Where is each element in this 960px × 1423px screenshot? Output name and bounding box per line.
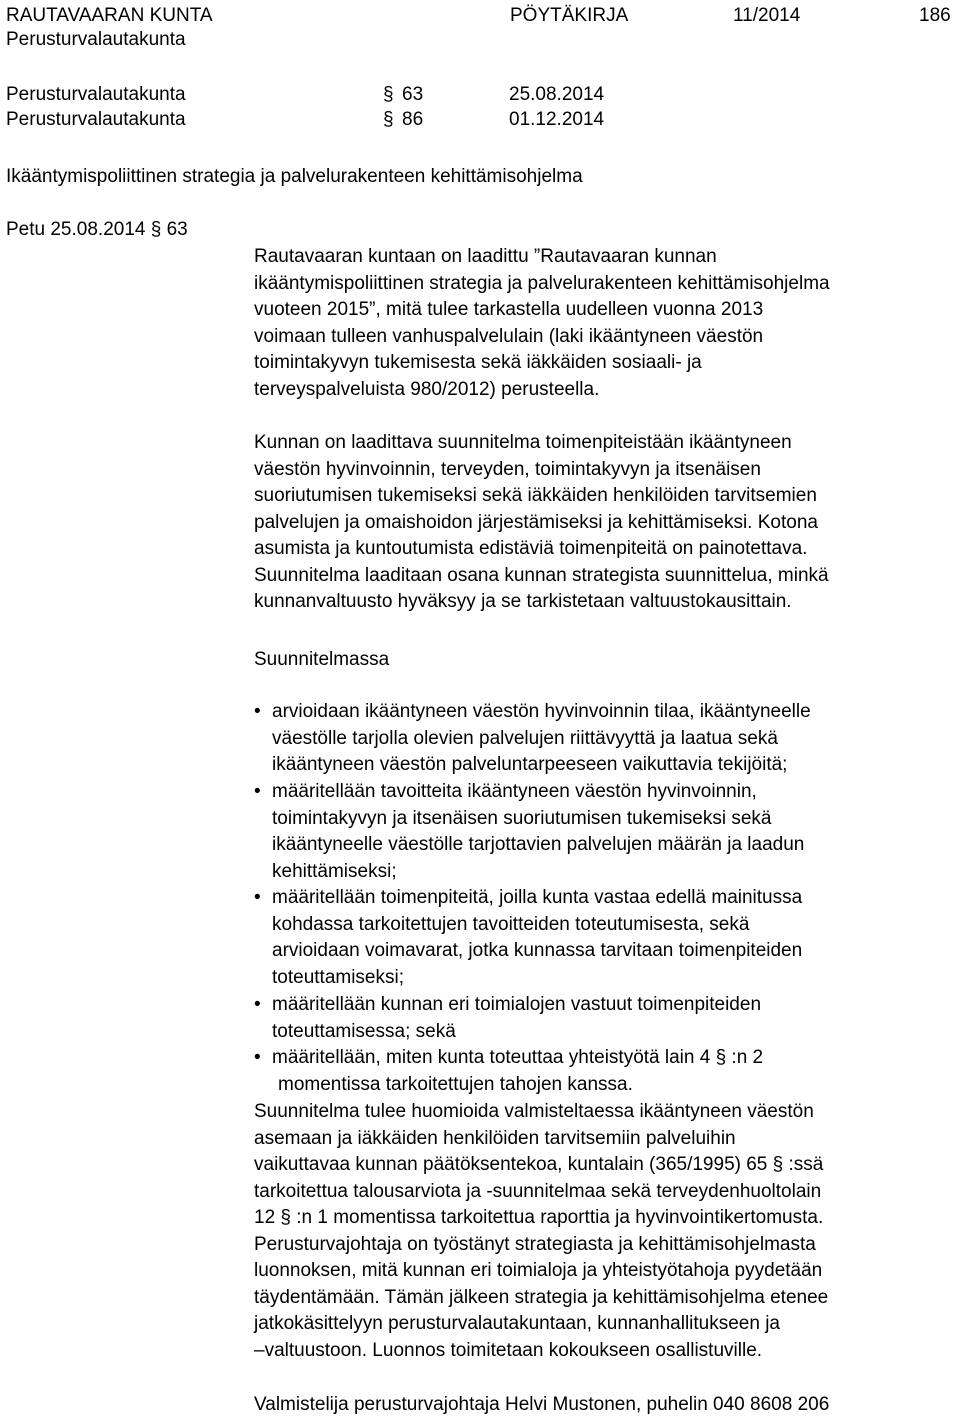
text-line: arvioidaan ikääntyneen väestön hyvinvoinnin tilaa, ikääntyneelle — [272, 701, 811, 722]
bullet-icon: • — [254, 781, 261, 802]
section-sign: § — [383, 109, 394, 130]
bullet-icon: • — [254, 1047, 261, 1068]
text-line: luonnoksen, mitä kunnan eri toimialoja ja yhteistyötahoja pyydetään — [254, 1260, 823, 1281]
text-line: Suunnitelma tulee huomioida valmisteltaessa ikääntyneen väestön — [254, 1101, 814, 1122]
text-line: toteuttamisessa; sekä — [272, 1020, 456, 1042]
list-item — [254, 699, 954, 779]
text-line: Perusturvajohtaja on työstänyt strategiasta ja kehittämisohjelmasta — [254, 1233, 816, 1255]
text-line: kunnanvaltuusto hyväksyy ja se tarkistetaan valtuustokausittain. — [254, 591, 792, 612]
meeting-body: Perusturvalautakunta — [6, 84, 186, 105]
bullet-icon: • — [254, 701, 261, 722]
text-line: määritellään kunnan eri toimialojen vastuut toimenpiteiden — [272, 994, 762, 1015]
paragraph-background — [254, 244, 954, 403]
header-body: Perusturvalautakunta — [6, 29, 186, 50]
text-line: Kunnan on laadittava suunnitelma toimenpiteistään ikääntyneen — [254, 432, 792, 453]
meeting-section-number: 86 — [402, 109, 424, 130]
list-item — [254, 885, 954, 991]
list-item — [254, 779, 954, 885]
text-line: terveyspalveluista 980/2012) perusteella. — [254, 378, 600, 400]
text-line: –valtuustoon. Luonnos toimitetaan kokoukseen osallistuville. — [254, 1339, 763, 1361]
text-line: asumista ja kuntoutumista edistäviä toimenpiteitä on painotettava. — [254, 538, 808, 559]
bullet-icon: • — [254, 994, 261, 1015]
text-line: kohdassa tarkoitettujen tavoitteiden toteutumisesta, sekä — [272, 913, 750, 935]
preparer-contact: Valmistelija perusturvajohtaja Helvi Mustonen, puhelin 040 8608 206 — [254, 1394, 830, 1415]
paragraph-decision-making — [254, 1099, 954, 1364]
meeting-body: Perusturvalautakunta — [6, 109, 186, 130]
text-line: 12 § :n 1 momentissa tarkoitettua raporttia ja hyvinvointikertomusta. — [254, 1207, 824, 1228]
page-number: 186 — [919, 5, 951, 26]
org-name: RAUTAVAARAN KUNTA — [6, 5, 213, 26]
text-line: voimaan tulleen vanhuspalvelulain (laki ikääntyneen väestön — [254, 325, 764, 347]
meeting-section-number: 63 — [402, 84, 424, 105]
text-line: ikääntymispoliittinen strategia ja palvelurakenteen kehittämisohjelma — [254, 272, 830, 294]
text-line: väestölle tarjolla olevien palvelujen riittävyyttä ja laatua sekä — [272, 727, 778, 749]
text-line: ikääntyneen väestön palveluntarpeeseen vaikuttavia tekijöitä; — [272, 754, 788, 775]
text-line: määritellään, miten kunta toteuttaa yhteistyötä lain 4 § :n 2 — [272, 1047, 764, 1068]
text-line: toteuttamiseksi; — [272, 966, 404, 988]
text-line: toimintakyvyn tukemisesta sekä iäkkäiden sosiaali- ja — [254, 352, 702, 373]
text-line: vaikuttavaa kunnan päätöksentekoa, kuntalain (365/1995) 65 § :ssä — [254, 1154, 824, 1175]
paragraph-requirements — [254, 430, 954, 616]
doc-number: 11/2014 — [733, 5, 801, 26]
text-line: suoriutumisen tukemiseksi sekä iäkkäiden henkilöiden tarvitsemien — [254, 485, 817, 506]
text-line: momentissa tarkoitettujen tahojen kanssa. — [278, 1073, 633, 1095]
text-line: arvioidaan voimavarat, jotka kunnassa tarvitaan toimenpiteiden — [272, 940, 803, 961]
bullet-icon: • — [254, 887, 261, 908]
text-line: tarkoitettua talousarviota ja -suunnitelmaa sekä terveydenhuoltolain — [254, 1180, 822, 1202]
list-item — [254, 992, 954, 1045]
item-title: Ikääntymispoliittinen strategia ja palvelurakenteen kehittämisohjelma — [6, 166, 583, 187]
list-item — [254, 1045, 954, 1098]
text-line: vuoteen 2015”, mitä tulee tarkastella uudelleen vuonna 2013 — [254, 299, 764, 320]
text-line: kehittämiseksi; — [272, 860, 397, 882]
text-line: määritellään tavoitteita ikääntyneen väestön hyvinvoinnin, — [272, 781, 757, 802]
text-line: toimintakyvyn ja itsenäisen suoriutumisen tukemiseksi sekä — [272, 807, 772, 829]
doc-type: PÖYTÄKIRJA — [510, 5, 629, 26]
text-line: täydentämään. Tämän jälkeen strategia ja kehittämisohjelma etenee — [254, 1286, 829, 1308]
meeting-date: 01.12.2014 — [509, 109, 605, 130]
text-line: asemaan ja iäkkäiden henkilöiden tarvitsemiin palveluihin — [254, 1127, 736, 1149]
section-sign: § — [383, 84, 394, 105]
text-line: ikääntyneelle väestölle tarjottavien palvelujen määrän ja laadun — [272, 834, 805, 855]
preparation-reference: Petu 25.08.2014 § 63 — [6, 219, 188, 240]
text-line: väestön hyvinvoinnin, terveyden, toimintakyvyn ja itsenäisen — [254, 458, 761, 480]
text-line: Rautavaaran kuntaan on laadittu ”Rautavaaran kunnan — [254, 246, 717, 267]
text-line: jatkokäsittelyyn perusturvalautakuntaan, kunnanhallitukseen ja — [254, 1313, 780, 1334]
meeting-date: 25.08.2014 — [509, 84, 605, 105]
text-line: määritellään toimenpiteitä, joilla kunta vastaa edellä mainitussa — [272, 887, 803, 908]
list-heading: Suunnitelmassa — [254, 649, 390, 670]
text-line: palvelujen ja omaishoidon järjestämiseksi ja kehittämiseksi. Kotona — [254, 511, 818, 533]
text-line: Suunnitelma laaditaan osana kunnan strategista suunnittelua, minkä — [254, 564, 829, 586]
